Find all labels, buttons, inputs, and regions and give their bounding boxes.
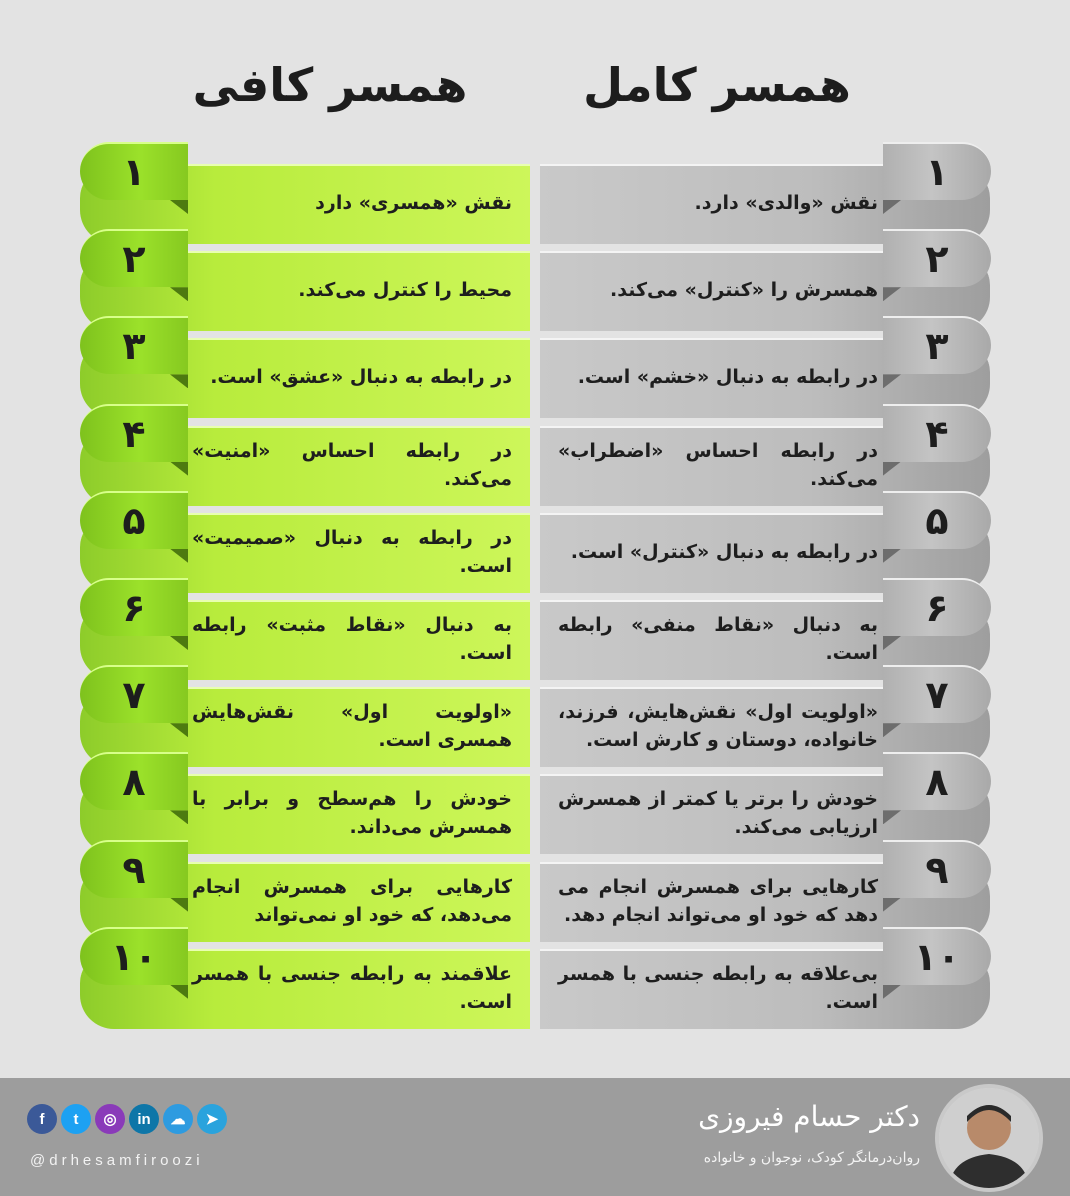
footer [0,1078,1070,1196]
item-number: ۲ [80,229,188,287]
item-text: در رابطه به دنبال «صمیمیت» است. [192,526,512,577]
item-text: در رابطه به دنبال «عشق» است. [210,366,512,389]
item-text: نقش «والدی» دارد. [694,192,878,214]
item-text: محیط را کنترل می‌کند. [298,279,512,302]
perfect-item-6 [538,578,991,674]
social-links [27,1104,227,1134]
enough-item-1 [80,142,532,238]
avatar-portrait-icon [939,1088,1039,1188]
perfect-item-5 [538,491,991,587]
perfect-item-9 [538,840,991,936]
title-perfect-spouse: همسر کامل [583,58,851,112]
enough-item-2 [80,229,532,325]
item-text: «اولویت اول» نقش‌هایش، فرزند، خانواده، دوستان و کارش است. [558,701,878,752]
item-number: ۱۰ [80,927,188,985]
item-number: ۲ [883,229,991,287]
item-text: به دنبال «نقاط منفی» رابطه است. [558,614,878,664]
perfect-item-4 [538,404,991,500]
enough-item-6 [80,578,532,674]
item-text: بی‌علاقه به رابطه جنسی با همسر است. [558,962,878,1013]
item-number: ۳ [80,316,188,374]
item-number: ۵ [80,491,188,549]
perfect-item-8 [538,752,991,848]
cloud-icon[interactable]: ☁ [163,1104,193,1134]
enough-item-10 [80,927,532,1023]
item-number: ۱ [80,142,188,200]
item-number: ۷ [80,665,188,723]
item-number: ۶ [883,578,991,636]
item-text: «اولویت اول» نقش‌هایش همسری است. [192,701,512,752]
avatar [935,1084,1043,1192]
item-number: ۹ [80,840,188,898]
enough-item-4 [80,404,532,500]
perfect-item-7 [538,665,991,761]
item-text: به دنبال «نقاط مثبت» رابطه است. [192,614,512,664]
item-text: در رابطه به دنبال «کنترل» است. [570,540,878,563]
linkedin-icon[interactable]: in [129,1104,159,1134]
enough-item-7 [80,665,532,761]
item-number: ۹ [883,840,991,898]
item-number: ۸ [883,752,991,810]
item-text: در رابطه احساس «اضطراب» می‌کند. [558,439,878,490]
item-number: ۳ [883,316,991,374]
enough-item-3 [80,316,532,412]
item-number: ۱۰ [883,927,991,985]
item-text: کارهایی برای همسرش انجام می‌دهد، که خود او نمی‌تواند [192,875,512,926]
enough-item-9 [80,840,532,936]
item-number: ۶ [80,578,188,636]
twitter-icon[interactable]: t [61,1104,91,1134]
item-number: ۱ [883,142,991,200]
instagram-icon[interactable]: ◎ [95,1104,125,1134]
item-text: کارهایی برای همسرش انجام می دهد که خود او می‌تواند انجام دهد. [558,875,878,926]
item-text: در رابطه احساس «امنیت» می‌کند. [192,439,512,490]
title-enough-spouse: همسر کافی [192,58,468,112]
item-text: خودش را هم‌سطح و برابر با همسرش می‌داند. [192,788,512,839]
perfect-item-10 [538,927,991,1023]
author-subtitle: روان‌درمانگر کودک، نوجوان و خانواده [703,1150,920,1166]
enough-item-8 [80,752,532,848]
facebook-icon[interactable]: f [27,1104,57,1134]
item-text: همسرش را «کنترل» می‌کند. [610,279,878,302]
item-number: ۴ [883,404,991,462]
item-number: ۸ [80,752,188,810]
enough-item-5 [80,491,532,587]
item-text: خودش را برتر یا کمتر از همسرش ارزیابی می‌کند. [558,788,878,839]
social-handle[interactable]: @drhesamfiroozi [30,1152,204,1169]
perfect-item-2 [538,229,991,325]
telegram-icon[interactable]: ➤ [197,1104,227,1134]
perfect-item-1 [538,142,991,238]
item-number: ۷ [883,665,991,723]
item-number: ۵ [883,491,991,549]
item-text: علاقمند به رابطه جنسی با همسر است. [192,962,512,1013]
item-text: نقش «همسری» دارد [315,192,512,214]
author-name: دکتر حسام فیروزی [698,1100,920,1133]
perfect-item-3 [538,316,991,412]
item-number: ۴ [80,404,188,462]
item-text: در رابطه به دنبال «خشم» است. [577,366,878,389]
